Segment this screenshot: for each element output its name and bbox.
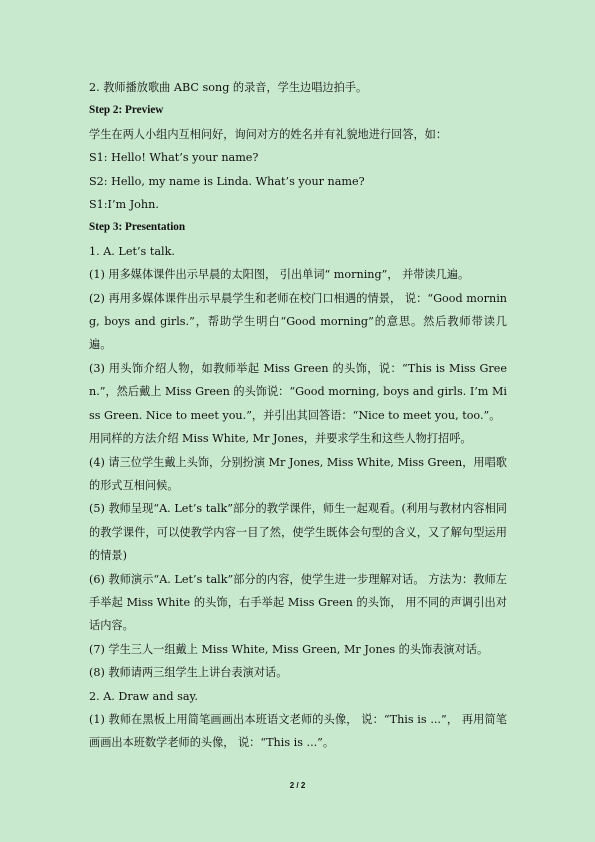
paragraph-item-5: (5) 教师呈现“A. Let’s talk”部分的教学课件，师生一起观看。(利用与教材内容相同的教学课件，可以使教学内容一目了然，使学生既体会句型的含义，又了解句型运用的情景) xyxy=(89,502,507,563)
dialogue-line-s1-hello: S1: Hello! What’s your name? xyxy=(89,151,259,165)
paragraph-item-3: (3) 用头饰介绍人物，如教师举起 Miss Green 的头饰，说：“This is Miss Green.”，然后戴上 Miss Green 的头饰说：“Good morning, boys and girls. I’m Miss Green. Nice to meet you.”，并引出其回答语：“Nice to meet you, too.”。 xyxy=(89,361,507,422)
paragraph-item-2: (2) 再用多媒体课件出示早晨学生和老师在校门口相遇的情景， 说：“Good morning, boys and girls.”，帮助学生明白“Good morning”的意思。然后教师带读几遍。 xyxy=(89,291,507,352)
page-number: 2 / 2 xyxy=(289,781,306,790)
paragraph-introduce-others: 用同样的方法介绍 Miss White, Mr Jones，并要求学生和这些人物打招呼。 xyxy=(89,432,472,446)
section-title-lets-talk: 1. A. Let’s talk. xyxy=(89,244,175,258)
paragraph-preview-instruction: 学生在两人小组内互相问好，询问对方的姓名并有礼貌地进行回答，如： xyxy=(89,127,448,141)
paragraph-item-1: (1) 用多媒体课件出示早晨的太阳图， 引出单词“ morning”， 并带读几遍。 xyxy=(89,268,470,282)
section-title-draw-and-say: 2. A. Draw and say. xyxy=(89,689,198,703)
document-body xyxy=(89,76,507,755)
paragraph-item-4: (4) 请三位学生戴上头饰，分别扮演 Mr Jones, Miss White, Miss Green，用唱歌的形式互相问候。 xyxy=(89,455,507,492)
heading-step2-preview: Step 2: Preview xyxy=(89,104,164,117)
paragraph-intro-song: 2. 教师播放歌曲 ABC song 的录音，学生边唱边拍手。 xyxy=(89,81,368,94)
paragraph-draw-item-1: (1) 教师在黑板上用简笔画画出本班语文老师的头像， 说：“This is ...”， 再用简笔画画出本班数学老师的头像， 说：“This is ...”。 xyxy=(89,712,507,750)
heading-step3-presentation: Step 3: Presentation xyxy=(89,221,186,234)
paragraph-item-7: (7) 学生三人一组戴上 Miss White, Miss Green, Mr Jones 的头饰表演对话。 xyxy=(89,642,489,656)
dialogue-line-s1-john: S1:I’m John. xyxy=(89,198,159,212)
paragraph-item-6: (6) 教师演示“A. Let’s talk”部分的内容，使学生进一步理解对话。 方法为：教师左手举起 Miss White 的头饰，右手举起 Miss Green 的头饰， 用不同的声调引出对话内容。 xyxy=(89,572,507,633)
dialogue-line-s2-linda: S2: Hello, my name is Linda. What’s your name? xyxy=(89,174,365,188)
paragraph-item-8: (8) 教师请两三组学生上讲台表演对话。 xyxy=(89,666,288,680)
